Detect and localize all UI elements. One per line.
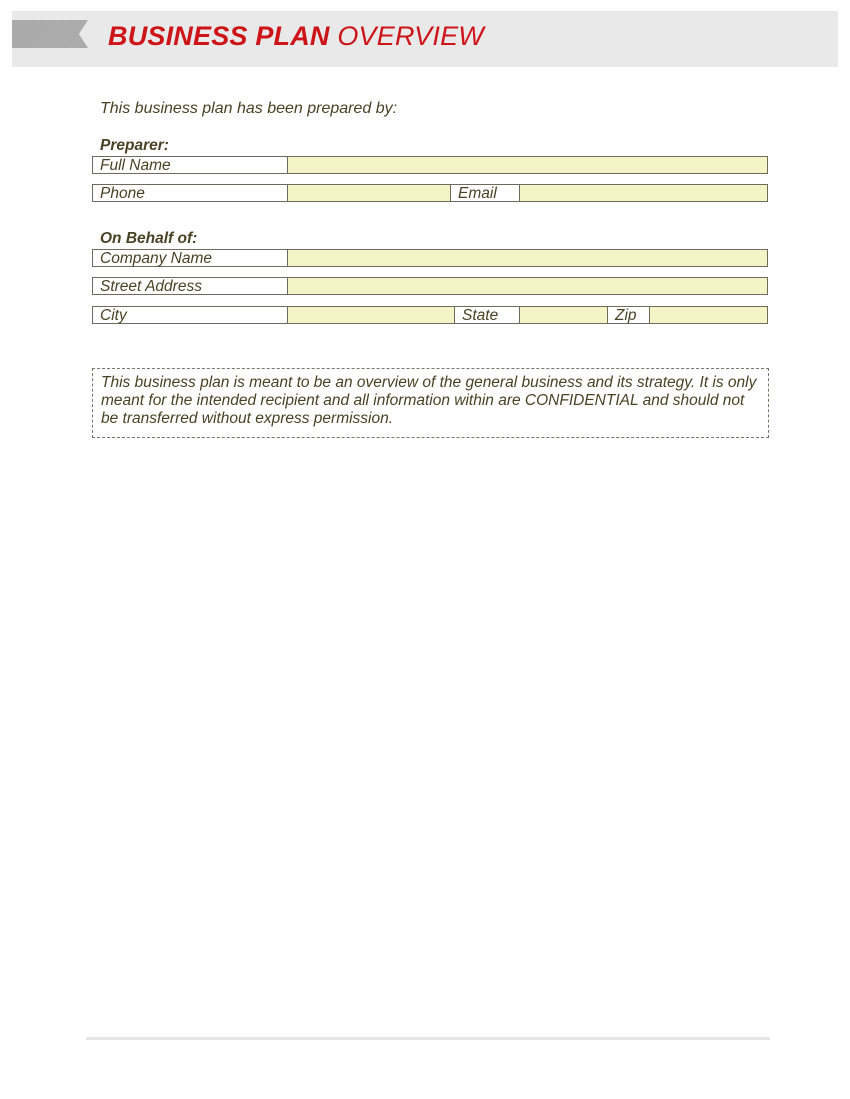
zip-label: Zip: [607, 307, 650, 323]
city-field[interactable]: [288, 307, 454, 323]
full-name-label: Full Name: [93, 157, 288, 173]
company-name-label: Company Name: [93, 250, 288, 266]
city-state-zip-row: [92, 306, 768, 324]
behalf-section-label: On Behalf of:: [100, 230, 198, 247]
company-name-field[interactable]: [288, 250, 767, 266]
street-address-field[interactable]: [288, 278, 767, 294]
city-label: City: [93, 307, 288, 323]
page-title: [108, 18, 484, 54]
intro-text: This business plan has been prepared by:: [100, 100, 398, 117]
full-name-field[interactable]: [288, 157, 767, 173]
email-label: Email: [450, 185, 520, 201]
footer-divider: [86, 1037, 770, 1040]
email-field[interactable]: [520, 185, 767, 201]
phone-label: Phone: [93, 185, 288, 201]
phone-field[interactable]: [288, 185, 450, 201]
street-row: [92, 277, 768, 295]
company-row: [92, 249, 768, 267]
confidentiality-notice: This business plan is meant to be an overview of the general business and its strategy. It is only meant for the intended recipient and all information within are CONFIDENTIAL and should not be transferred without express permission.: [92, 368, 769, 438]
state-field[interactable]: [520, 307, 607, 323]
zip-field[interactable]: [650, 307, 767, 323]
preparer-section-label: Preparer:: [100, 137, 169, 154]
phone-email-row: [92, 184, 768, 202]
full-name-row: [92, 156, 768, 174]
title-light-part: OVERVIEW: [337, 21, 484, 51]
street-address-label: Street Address: [93, 278, 288, 294]
state-label: State: [454, 307, 520, 323]
ribbon-decoration: [12, 20, 88, 48]
title-bold-part: BUSINESS PLAN: [108, 21, 330, 51]
